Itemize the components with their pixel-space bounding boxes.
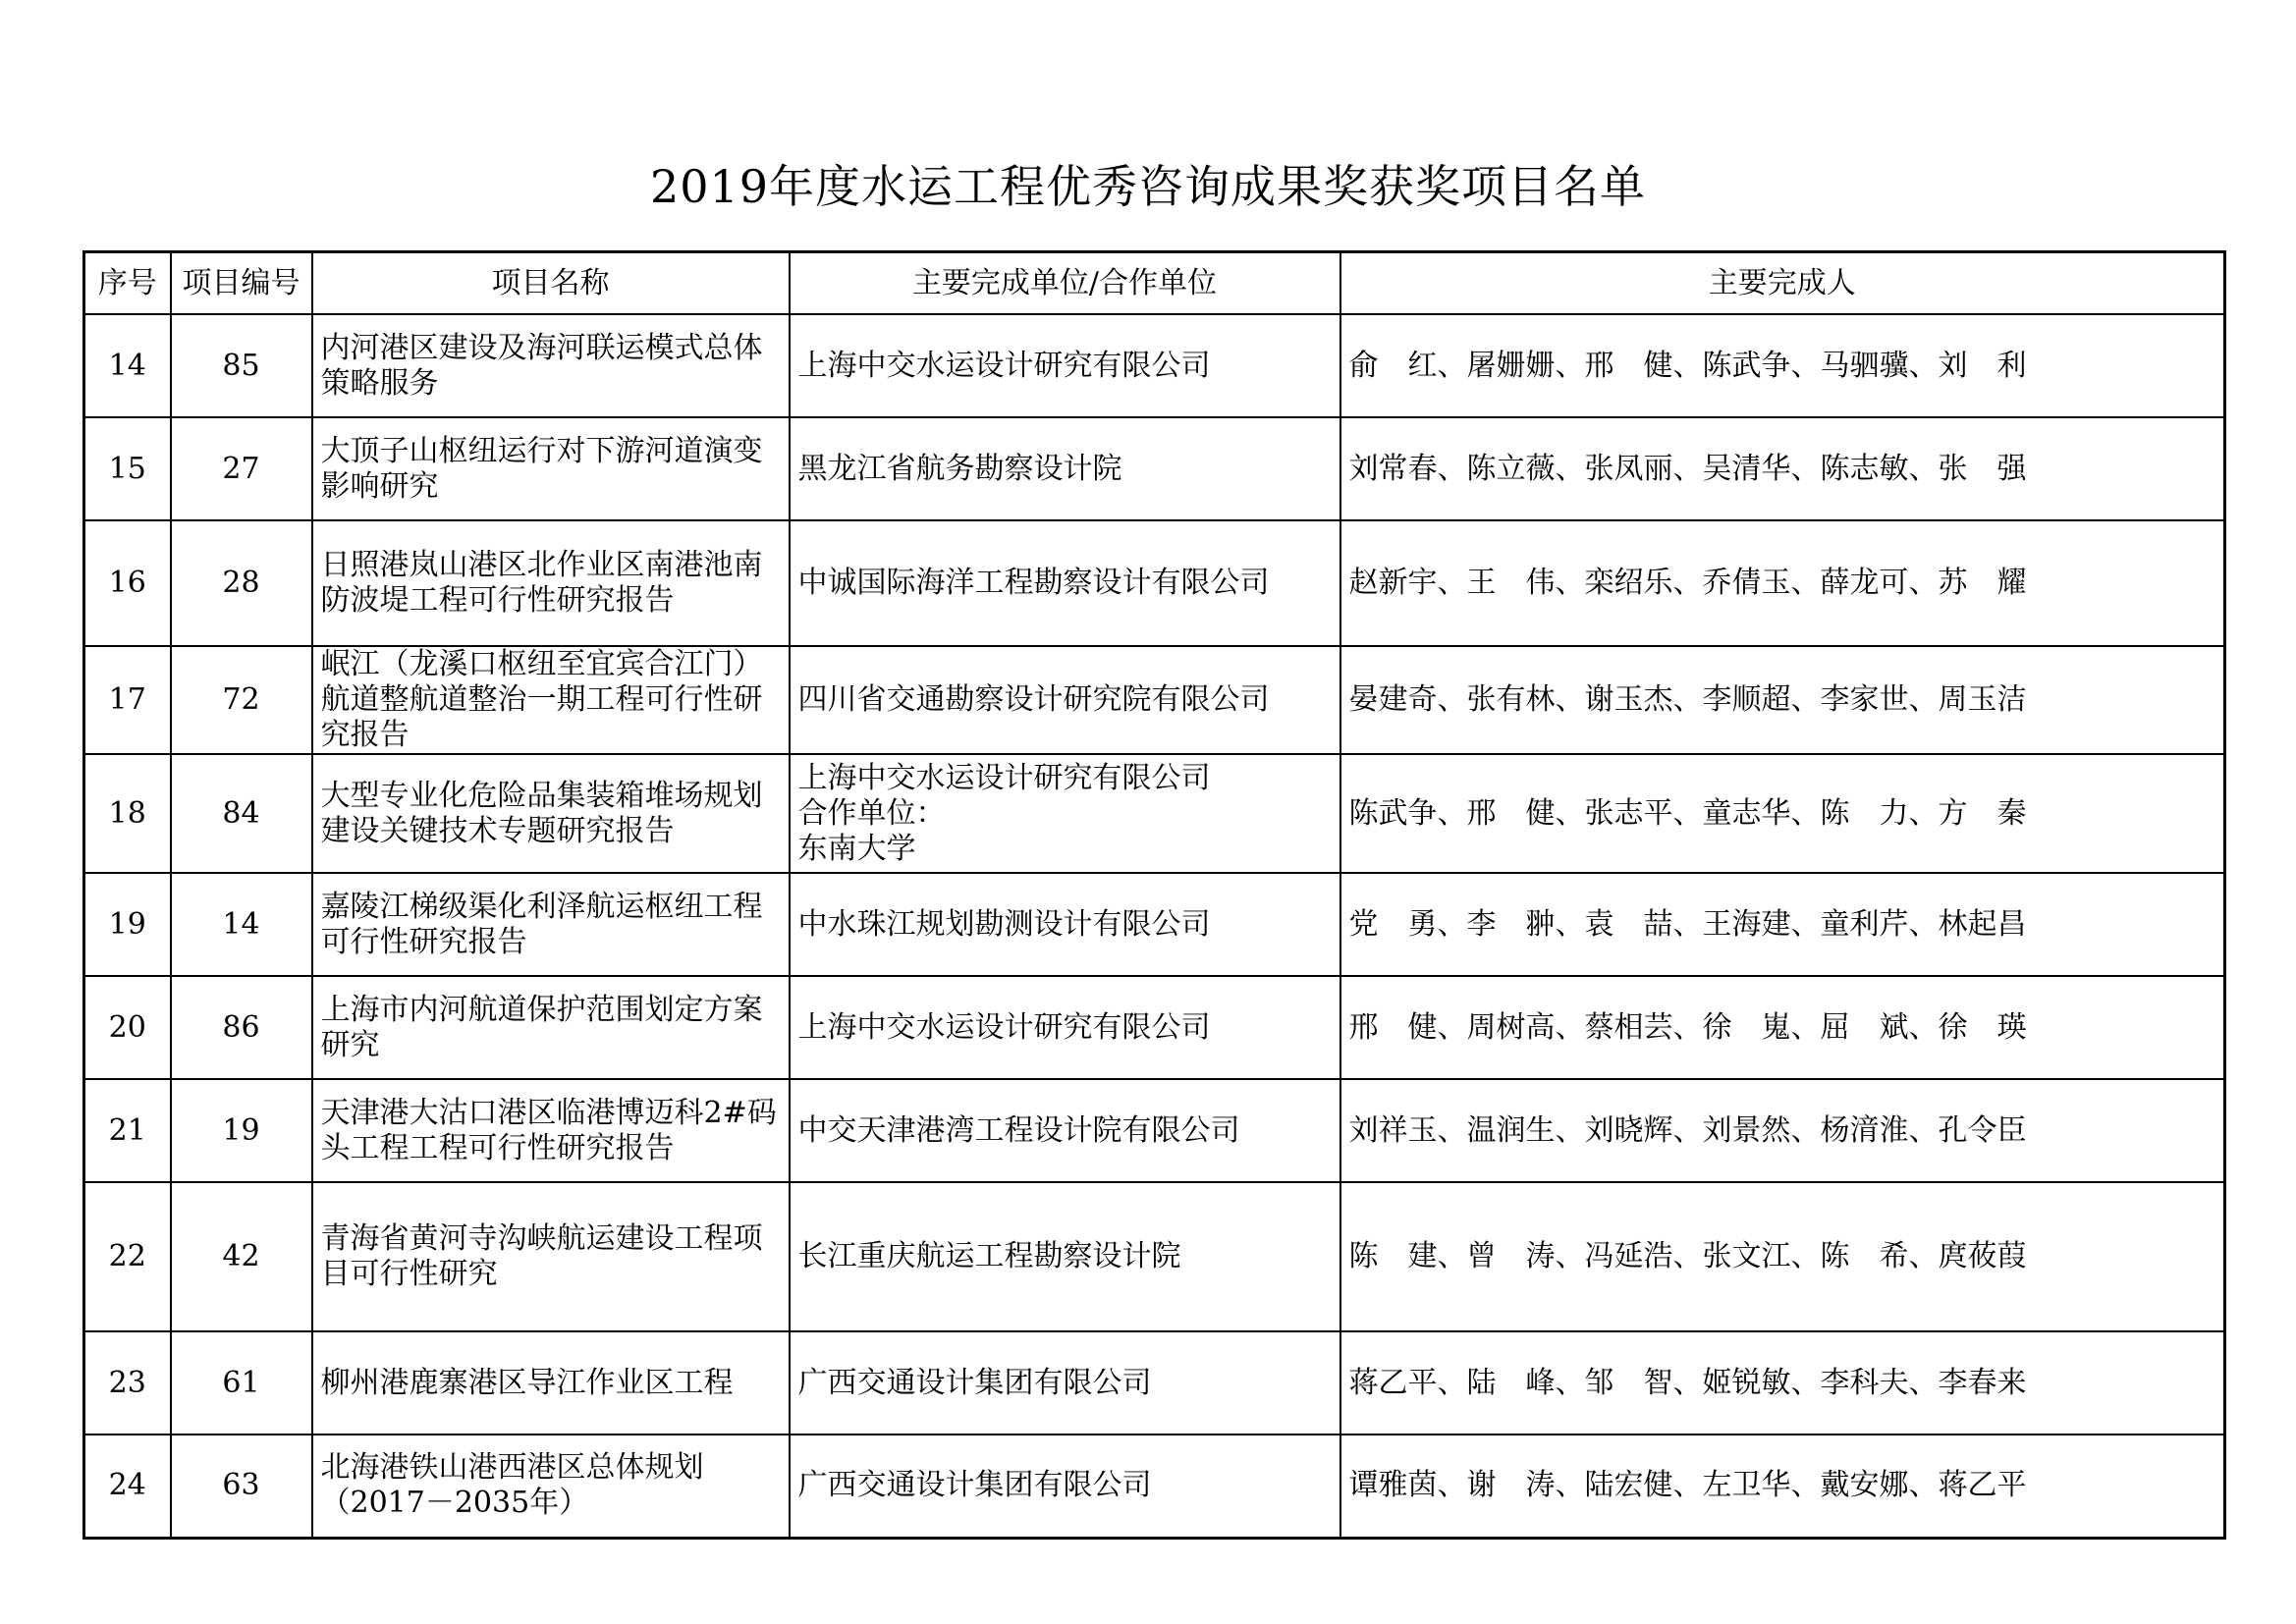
table-body: [84, 314, 2225, 1538]
cell-project-name: 岷江（龙溪口枢纽至宜宾合江门）航道整航道整治一期工程可行性研究报告: [312, 646, 790, 754]
cell-project-no: 42: [171, 1182, 312, 1331]
cell-people: 刘常春、陈立薇、张凤丽、吴清华、陈志敏、张 强: [1340, 417, 2225, 520]
unit-line: 广西交通设计集团有限公司: [797, 1468, 1152, 1503]
cell-project-name: 大顶子山枢纽运行对下游河道演变影响研究: [312, 417, 790, 520]
unit-line: 合作单位：: [797, 795, 946, 831]
cell-people: 陈武争、邢 健、张志平、童志华、陈 力、方 秦: [1340, 754, 2225, 873]
cell-project-no: 86: [171, 976, 312, 1079]
unit-line: 中诚国际海洋工程勘察设计有限公司: [797, 566, 1270, 600]
cell-units: [790, 646, 1340, 754]
award-table: [82, 250, 2226, 1540]
unit-line: 中交天津港湾工程设计院有限公司: [797, 1112, 1240, 1148]
page-title: 2019年度水运工程优秀咨询成果奖获奖项目名单: [649, 160, 1647, 213]
cell-seq: 17: [84, 646, 171, 754]
cell-seq: 24: [84, 1435, 171, 1538]
header-people: 主要完成人: [1340, 252, 2225, 315]
cell-project-no: 63: [171, 1435, 312, 1538]
table-row: [84, 314, 2225, 417]
unit-line: 上海中交水运设计研究有限公司: [797, 1009, 1211, 1045]
table-row: [84, 754, 2225, 873]
table-row: [84, 873, 2225, 976]
cell-units: [790, 1435, 1340, 1538]
header-project-name: 项目名称: [312, 252, 790, 315]
header-seq: 序号: [84, 252, 171, 315]
cell-project-name: 内河港区建设及海河联运模式总体策略服务: [312, 314, 790, 417]
cell-seq: 15: [84, 417, 171, 520]
unit-line: 东南大学: [797, 831, 916, 866]
header-project-no: 项目编号: [171, 252, 312, 315]
cell-project-no: 72: [171, 646, 312, 754]
cell-units: [790, 314, 1340, 417]
cell-project-name: 柳州港鹿寨港区导江作业区工程: [312, 1331, 790, 1435]
cell-project-name: 天津港大沽口港区临港博迈科2#码头工程工程可行性研究报告: [312, 1079, 790, 1182]
table-row: [84, 646, 2225, 754]
unit-line: 上海中交水运设计研究有限公司: [797, 760, 1211, 795]
cell-project-name: 北海港铁山港西港区总体规划（2017－2035年）: [312, 1435, 790, 1538]
cell-seq: 19: [84, 873, 171, 976]
cell-people: 晏建奇、张有林、谢玉杰、李顺超、李家世、周玉洁: [1340, 646, 2225, 754]
cell-project-name: 嘉陵江梯级渠化利泽航运枢纽工程可行性研究报告: [312, 873, 790, 976]
cell-units: [790, 873, 1340, 976]
table-row: [84, 1079, 2225, 1182]
cell-project-name: 大型专业化危险品集装箱堆场规划建设关键技术专题研究报告: [312, 754, 790, 873]
cell-people: 邢 健、周树高、蔡相芸、徐 嵬、屈 斌、徐 瑛: [1340, 976, 2225, 1079]
cell-project-no: 27: [171, 417, 312, 520]
cell-seq: 20: [84, 976, 171, 1079]
cell-seq: 14: [84, 314, 171, 417]
cell-project-name: 日照港岚山港区北作业区南港池南防波堤工程可行性研究报告: [312, 520, 790, 646]
table-header-row: [84, 252, 2225, 315]
unit-line: 长江重庆航运工程勘察设计院: [797, 1239, 1181, 1273]
cell-units: [790, 520, 1340, 646]
cell-people: 党 勇、李 翀、袁 喆、王海建、童利芹、林起昌: [1340, 873, 2225, 976]
cell-people: 刘祥玉、温润生、刘晓辉、刘景然、杨湇淮、孔令臣: [1340, 1079, 2225, 1182]
unit-line: 四川省交通勘察设计研究院有限公司: [797, 682, 1270, 717]
table-row: [84, 976, 2225, 1079]
table-row: [84, 417, 2225, 520]
cell-people: 蒋乙平、陆 峰、邹 智、姬锐敏、李科夫、李春来: [1340, 1331, 2225, 1435]
unit-line: 黑龙江省航务勘察设计院: [797, 451, 1122, 486]
cell-people: 赵新宇、王 伟、栾绍乐、乔倩玉、薛龙可、苏 耀: [1340, 520, 2225, 646]
cell-project-no: 84: [171, 754, 312, 873]
cell-seq: 18: [84, 754, 171, 873]
unit-line: 上海中交水运设计研究有限公司: [797, 348, 1211, 383]
cell-people: 陈 建、曾 涛、冯延浩、张文江、陈 希、庹莜葭: [1340, 1182, 2225, 1331]
header-units: 主要完成单位/合作单位: [790, 252, 1340, 315]
table-row: [84, 1435, 2225, 1538]
cell-project-name: 青海省黄河寺沟峡航运建设工程项目可行性研究: [312, 1182, 790, 1331]
cell-seq: 16: [84, 520, 171, 646]
cell-seq: 23: [84, 1331, 171, 1435]
cell-units: [790, 1331, 1340, 1435]
cell-units: [790, 976, 1340, 1079]
cell-units: [790, 754, 1340, 873]
table-row: [84, 520, 2225, 646]
cell-project-no: 28: [171, 520, 312, 646]
cell-units: [790, 417, 1340, 520]
cell-people: 谭雅茵、谢 涛、陆宏健、左卫华、戴安娜、蒋乙平: [1340, 1435, 2225, 1538]
cell-project-no: 61: [171, 1331, 312, 1435]
cell-people: 俞 红、屠姗姗、邢 健、陈武争、马驷骥、刘 利: [1340, 314, 2225, 417]
cell-project-no: 14: [171, 873, 312, 976]
table-row: [84, 1182, 2225, 1331]
cell-project-name: 上海市内河航道保护范围划定方案研究: [312, 976, 790, 1079]
cell-units: [790, 1182, 1340, 1331]
cell-seq: 21: [84, 1079, 171, 1182]
cell-seq: 22: [84, 1182, 171, 1331]
cell-project-no: 85: [171, 314, 312, 417]
cell-project-no: 19: [171, 1079, 312, 1182]
table-row: [84, 1331, 2225, 1435]
unit-line: 广西交通设计集团有限公司: [797, 1365, 1152, 1400]
unit-line: 中水珠江规划勘测设计有限公司: [797, 906, 1211, 942]
cell-units: [790, 1079, 1340, 1182]
